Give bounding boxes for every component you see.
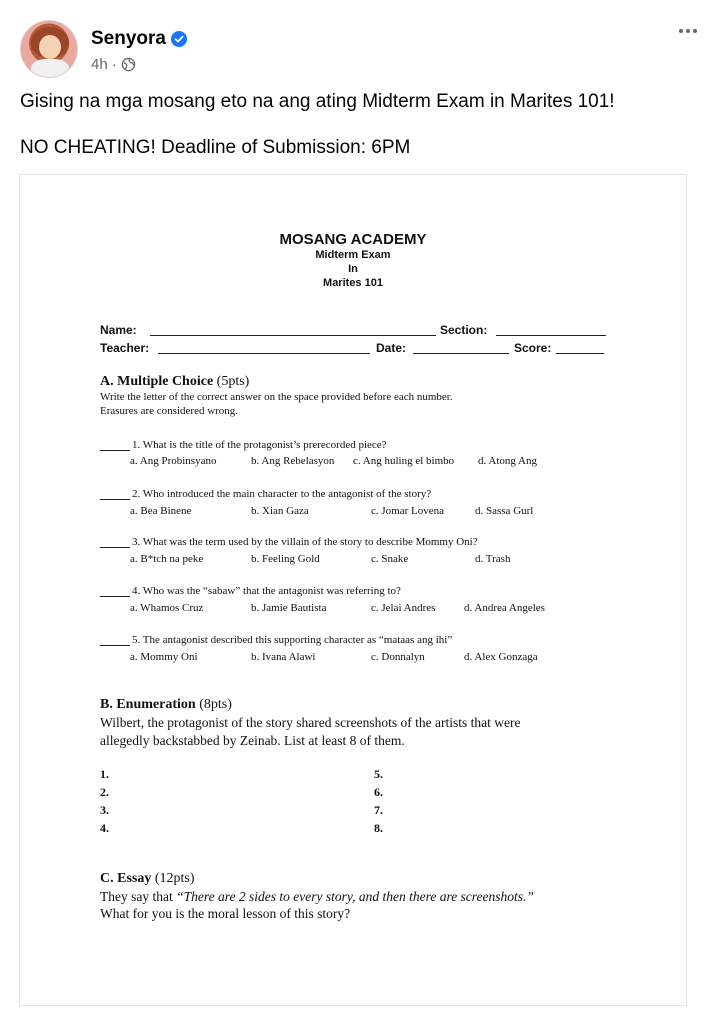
- section-label: Section:: [440, 323, 488, 337]
- teacher-label: Teacher:: [100, 341, 150, 355]
- enum-number-7: 7.: [374, 803, 383, 817]
- avatar[interactable]: [20, 20, 78, 78]
- choice-2c: c. Jomar Lovena: [371, 505, 444, 517]
- exam-subtitle-2: In: [348, 263, 358, 275]
- enum-number-3: 3.: [100, 803, 109, 817]
- enum-number-5: 5.: [374, 767, 383, 781]
- section-a-instruction-1: Write the letter of the correct answer on the space provided before each number.: [100, 391, 453, 403]
- choice-4d: d. Andrea Angeles: [464, 602, 545, 614]
- post-text-line-2: NO CHEATING! Deadline of Submission: 6PM: [20, 137, 411, 158]
- choice-4a: a. Whamos Cruz: [130, 602, 204, 614]
- section-a-instruction-2: Erasures are considered wrong.: [100, 405, 239, 417]
- question-2: 2. Who introduced the main character to the antagonist of the story?: [100, 488, 620, 500]
- choice-1a: a. Ang Probinsyano: [130, 455, 217, 467]
- choice-4b: b. Jamie Bautista: [251, 602, 327, 614]
- author-row: [91, 28, 187, 50]
- essay-question-line-1: They say that “There are 2 sides to every story, and then there are screenshots.”: [100, 889, 534, 904]
- choice-3b: b. Feeling Gold: [251, 553, 320, 565]
- choice-5b: b. Ivana Alawi: [251, 651, 316, 663]
- date-line: [413, 353, 509, 354]
- school-name: MOSANG ACADEMY: [279, 231, 427, 248]
- section-a-title: A. Multiple Choice (5pts): [100, 374, 250, 389]
- enum-number-2: 2.: [100, 785, 109, 799]
- post-meta: [91, 56, 136, 73]
- post-header: [20, 18, 700, 80]
- exam-document: [20, 175, 686, 1005]
- exam-subtitle-3: Marites 101: [323, 277, 383, 289]
- essay-question-line-2: What for you is the moral lesson of this story?: [100, 906, 351, 921]
- choice-5d: d. Alex Gonzaga: [464, 651, 538, 663]
- enum-number-1: 1.: [100, 767, 109, 781]
- verified-badge-icon: [171, 31, 187, 47]
- enum-number-8: 8.: [374, 821, 383, 835]
- teacher-line: [158, 353, 370, 354]
- choice-2d: d. Sassa Gurl: [475, 505, 534, 517]
- choice-1c: c. Ang huling el bimbo: [353, 455, 455, 467]
- more-options-icon[interactable]: [676, 24, 700, 38]
- choice-5c: c. Donnalyn: [371, 651, 425, 663]
- choice-2b: b. Xian Gaza: [251, 505, 309, 517]
- post-image[interactable]: [19, 174, 687, 1006]
- section-b-desc-1: Wilbert, the protagonist of the story shared screenshots of the artists that were: [100, 715, 521, 730]
- question-1: 1. What is the title of the protagonist’s prerecorded piece?: [100, 439, 620, 451]
- choice-5a: a. Mommy Oni: [130, 651, 198, 663]
- question-3: 3. What was the term used by the villain of the story to describe Mommy Oni?: [100, 536, 620, 548]
- choice-3c: c. Snake: [371, 553, 409, 565]
- post-text-line-1: Gising na mga mosang eto na ang ating Midterm Exam in Marites 101!: [20, 91, 615, 112]
- question-5: 5. The antagonist described this supporting character as “mataas ang ihi”: [100, 634, 620, 646]
- enum-number-4: 4.: [100, 821, 109, 835]
- choice-2a: a. Bea Binene: [130, 505, 192, 517]
- section-c-title: C. Essay (12pts): [100, 871, 195, 886]
- choice-4c: c. Jelai Andres: [371, 602, 436, 614]
- name-line: [150, 335, 436, 336]
- choice-1d: d. Atong Ang: [478, 455, 537, 467]
- author-name[interactable]: Senyora: [91, 28, 166, 49]
- section-b-desc-2: allegedly backstabbed by Zeinab. List at least 8 of them.: [100, 733, 405, 748]
- exam-subtitle-1: Midterm Exam: [315, 249, 391, 261]
- section-line: [496, 335, 606, 336]
- globe-icon[interactable]: [121, 57, 136, 72]
- choice-3a: a. B*tch na peke: [130, 553, 204, 565]
- question-4: 4. Who was the “sabaw” that the antagonist was referring to?: [100, 585, 620, 597]
- name-label: Name:: [100, 323, 137, 337]
- score-label: Score:: [514, 341, 552, 355]
- enum-number-6: 6.: [374, 785, 383, 799]
- section-b-title: B. Enumeration (8pts): [100, 697, 232, 712]
- score-line: [556, 353, 604, 354]
- date-label: Date:: [376, 341, 407, 355]
- meta-separator: ·: [111, 56, 117, 73]
- choice-1b: b. Ang Rebelasyon: [251, 455, 335, 467]
- post-time[interactable]: 4h: [91, 56, 108, 73]
- choice-3d: d. Trash: [475, 553, 511, 565]
